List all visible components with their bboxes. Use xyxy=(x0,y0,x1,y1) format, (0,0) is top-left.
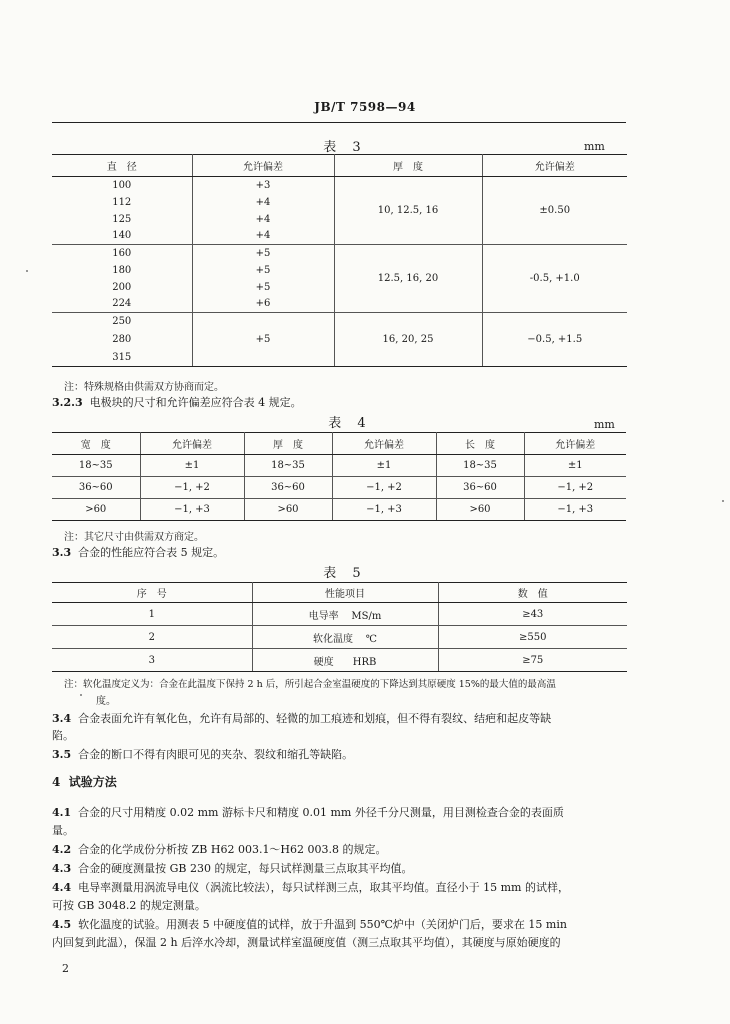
table3-deviation: +6 xyxy=(192,296,334,313)
table4-cell: −1, +3 xyxy=(332,499,436,521)
table4-note: 注：其它尺寸由供需双方商定。 xyxy=(64,532,204,543)
table5-caption: 表 5 xyxy=(323,566,367,581)
clause-number: 3.3 xyxy=(52,546,72,559)
table-row xyxy=(52,177,627,194)
table5-row-number: 1 xyxy=(52,603,252,626)
table3-diameter: 125 xyxy=(112,213,132,225)
table3-header-diameter: 直 径 xyxy=(52,155,192,177)
table4-cell: −1, +2 xyxy=(332,477,436,499)
table4 xyxy=(52,432,626,521)
clause-3-3 xyxy=(52,544,224,561)
table4-cell: −1, +2 xyxy=(524,477,626,499)
clause-text: 电导率测量用涡流导电仪（涡流比较法），每只试样测三点，取其平均值。直径小于 15 mm 的试样， xyxy=(78,881,569,894)
header-rule xyxy=(52,122,626,123)
table-row xyxy=(52,603,627,626)
table-row xyxy=(52,313,627,331)
table4-cell: ±1 xyxy=(140,455,244,477)
table4-cell: 18~35 xyxy=(52,455,140,477)
clause-text: 合金的尺寸用精度 0.02 mm 游标卡尺和精度 0.01 mm 外径千分尺测量，用目测检查合金的表面质 xyxy=(78,806,564,819)
scan-speck xyxy=(26,270,28,272)
table3-thickness-deviation: ±0.50 xyxy=(482,177,627,245)
table3-diameter: 250 xyxy=(112,316,132,328)
table4-cell: 36~60 xyxy=(52,477,140,499)
table4-cell: >60 xyxy=(436,499,524,521)
table5-row-number: 2 xyxy=(52,626,252,649)
table3-deviation: +5 xyxy=(192,262,334,279)
table4-header-width-deviation: 允许偏差 xyxy=(140,433,244,455)
table-row xyxy=(52,455,626,477)
table4-caption: 表 4 xyxy=(328,416,372,431)
table3-thickness-deviation: -0.5, +1.0 xyxy=(482,245,627,313)
table-row xyxy=(52,499,626,521)
table5-note-line1: 注：软化温度定义为：合金在此温度下保持 2 h 后，所引起合金室温硬度的下降达到其原硬度 15%的最大值的最高温 xyxy=(64,679,556,690)
scan-speck xyxy=(722,500,724,502)
table4-cell: >60 xyxy=(52,499,140,521)
table4-header-thickness-deviation: 允许偏差 xyxy=(332,433,436,455)
table5-note-line2: 度。 xyxy=(96,696,116,707)
clause-number: 4.3 xyxy=(52,862,72,875)
table5-header-value: 数 值 xyxy=(438,583,627,603)
clause-text: 合金的性能应符合表 5 规定。 xyxy=(78,546,225,559)
table3-note: 注：特殊规格由供需双方协商而定。 xyxy=(64,382,224,393)
table-row xyxy=(52,649,627,672)
clause-4-1 xyxy=(52,804,564,821)
table3-thickness: 10, 12.5, 16 xyxy=(334,177,482,245)
table4-header-length-deviation: 允许偏差 xyxy=(524,433,626,455)
table4-header-thickness: 厚 度 xyxy=(244,433,332,455)
clause-3-4-cont: 陷。 xyxy=(52,729,74,742)
table3-header-row xyxy=(52,155,627,177)
table3-diameter: 112 xyxy=(112,196,132,208)
table5-property xyxy=(252,603,438,626)
clause-4-5 xyxy=(52,916,567,933)
table3-header-deviation: 允许偏差 xyxy=(192,155,334,177)
clause-number: 3.4 xyxy=(52,712,72,725)
property-name: 软化温度 xyxy=(313,633,354,645)
table3-diameter: 315 xyxy=(52,349,192,367)
table4-cell: ±1 xyxy=(332,455,436,477)
table5-header-number: 序 号 xyxy=(52,583,252,603)
clause-4-3 xyxy=(52,860,413,877)
table3-diameter: 224 xyxy=(52,296,192,313)
table3 xyxy=(52,154,627,367)
table3-diameter: 180 xyxy=(112,264,132,276)
clause-number: 4.4 xyxy=(52,881,72,894)
table3-thickness: 16, 20, 25 xyxy=(334,313,482,367)
table5-header-property: 性能项目 xyxy=(252,583,438,603)
table4-cell: ±1 xyxy=(524,455,626,477)
clause-text: 电极块的尺寸和允许偏差应符合表 4 规定。 xyxy=(89,396,302,409)
table4-cell: −1, +2 xyxy=(140,477,244,499)
clause-3-5 xyxy=(52,746,353,763)
clause-4-5-cont: 内回复到此温），保温 2 h 后淬水冷却，测量试样室温硬度值（测三点取其平均值），其硬度与原始硬度的 xyxy=(52,936,561,949)
table4-cell: −1, +3 xyxy=(140,499,244,521)
table3-thickness-deviation: −0.5, +1.5 xyxy=(482,313,627,367)
table5-header-row xyxy=(52,583,627,603)
table4-cell: >60 xyxy=(244,499,332,521)
table3-diameter: 200 xyxy=(112,281,132,293)
table3-unit: mm xyxy=(584,140,605,153)
property-unit: MS/m xyxy=(351,610,382,622)
property-unit: HRB xyxy=(352,656,377,668)
clause-text: 合金的硬度测量按 GB 230 的规定，每只试样测量三点取其平均值。 xyxy=(78,862,413,875)
table3-deviation: +5 xyxy=(192,279,334,296)
clause-4-4-cont: 可按 GB 3048.2 的规定测量。 xyxy=(52,899,206,912)
clause-text: 软化温度的试验。用测表 5 中硬度值的试样，放于升温到 550℃炉中（关闭炉门后，要求在 15 min xyxy=(78,918,567,931)
table3-deviation: +5 xyxy=(192,245,334,262)
table4-cell: 18~35 xyxy=(436,455,524,477)
table3-diameter: 140 xyxy=(52,228,192,245)
table5-property xyxy=(252,626,438,649)
table4-cell: −1, +3 xyxy=(524,499,626,521)
table4-header-row xyxy=(52,433,626,455)
table4-cell: 18~35 xyxy=(244,455,332,477)
table5 xyxy=(52,582,627,672)
table-row xyxy=(52,477,626,499)
clause-4-2 xyxy=(52,841,387,858)
table4-unit: mm xyxy=(594,418,615,431)
table-row xyxy=(52,245,627,262)
property-name: 硬度 xyxy=(313,656,334,668)
document-header-code: JB/T 7598—94 xyxy=(314,100,416,114)
property-name: 电导率 xyxy=(308,610,339,622)
property-unit: ℃ xyxy=(365,633,377,645)
clause-text: 合金的断口不得有肉眼可见的夹杂、裂纹和缩孔等缺陷。 xyxy=(78,748,354,761)
table4-cell: 36~60 xyxy=(436,477,524,499)
table3-diameter: 100 xyxy=(112,179,132,191)
table5-property xyxy=(252,649,438,672)
clause-text: 合金的化学成份分析按 ZB H62 003.1～H62 003.8 的规定。 xyxy=(78,843,387,856)
table5-value: ≥75 xyxy=(438,649,627,672)
section-title: 试验方法 xyxy=(68,775,117,789)
table4-header-width: 宽 度 xyxy=(52,433,140,455)
clause-number: 4.2 xyxy=(52,843,72,856)
table3-deviation: +4 xyxy=(192,211,334,228)
clause-number: 4.5 xyxy=(52,918,72,931)
table5-value: ≥43 xyxy=(438,603,627,626)
table3-diameter: 160 xyxy=(112,247,132,259)
table3-diameter: 280 xyxy=(112,334,132,345)
section-4-heading xyxy=(52,774,117,791)
table3-deviation: +4 xyxy=(192,194,334,211)
table3-deviation: +4 xyxy=(192,228,334,245)
scan-speck xyxy=(80,694,82,696)
clause-number: 3.2.3 xyxy=(52,396,83,409)
section-number: 4 xyxy=(52,775,61,789)
clause-3-2-3 xyxy=(52,394,302,411)
clause-3-4 xyxy=(52,710,551,727)
clause-text: 合金表面允许有氧化色，允许有局部的、轻微的加工痕迹和划痕，但不得有裂纹、结疤和起皮等缺 xyxy=(78,712,552,725)
table3-deviation: +3 xyxy=(192,177,334,194)
table4-cell: 36~60 xyxy=(244,477,332,499)
clause-number: 4.1 xyxy=(52,806,72,819)
page-number: 2 xyxy=(62,962,69,975)
table3-deviation: +5 xyxy=(192,313,334,367)
table-row xyxy=(52,626,627,649)
clause-4-1-cont: 量。 xyxy=(52,824,74,837)
clause-4-4 xyxy=(52,879,569,896)
table3-header-thickness: 厚 度 xyxy=(334,155,482,177)
table5-value: ≥550 xyxy=(438,626,627,649)
clause-number: 3.5 xyxy=(52,748,72,761)
table5-row-number: 3 xyxy=(52,649,252,672)
table3-header-thickness-deviation: 允许偏差 xyxy=(482,155,627,177)
table4-header-length: 长 度 xyxy=(436,433,524,455)
table3-caption: 表 3 xyxy=(323,140,367,155)
table3-thickness: 12.5, 16, 20 xyxy=(334,245,482,313)
